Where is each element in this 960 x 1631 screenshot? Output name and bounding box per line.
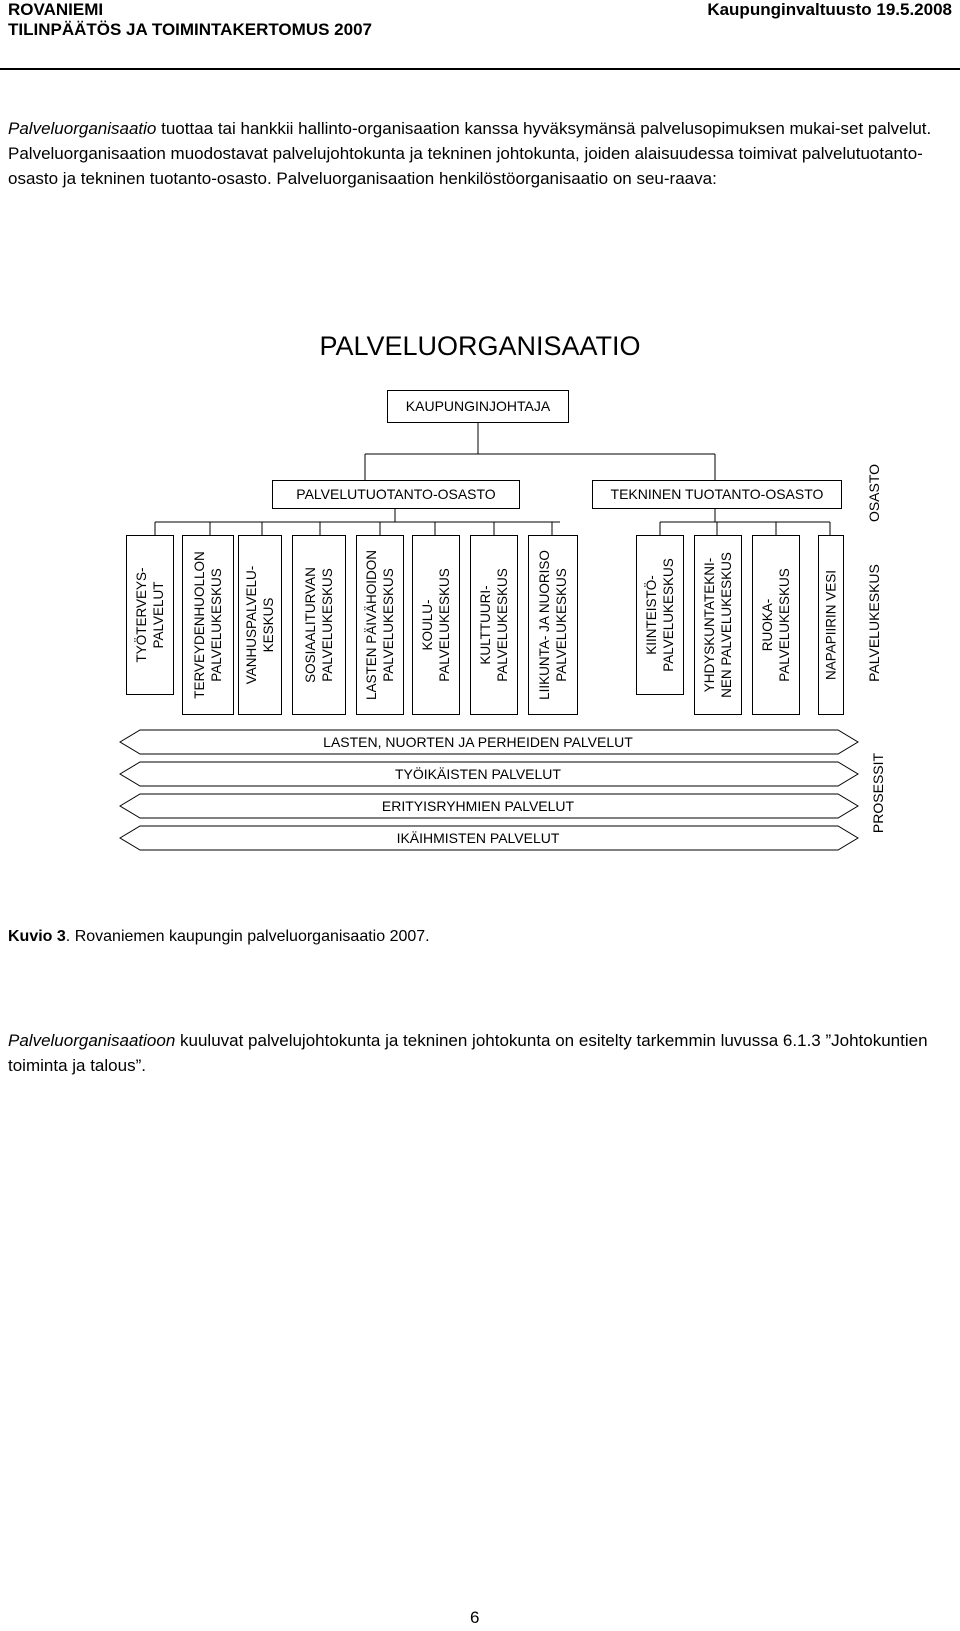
org-chart-title: PALVELUORGANISAATIO (319, 331, 641, 361)
header-organization: ROVANIEMI (8, 0, 104, 19)
outro-text: kuuluvat palvelujohtokunta ja tekninen johtokunta on esitelty tarkemmin luvussa 6.1.3 ”Johtokuntien toiminta ja talous”. (8, 1031, 928, 1075)
service-production-dept-label: PALVELUTUOTANTO-OSASTO (296, 486, 496, 502)
prosessit-label: PROSESSIT (870, 752, 887, 834)
unit-box-water (818, 535, 844, 715)
unit-box-real-estate (636, 535, 684, 695)
unit-box-daycare (356, 535, 404, 715)
unit-box-elderly-services (238, 535, 282, 715)
figure-caption-label: Kuvio 3 (8, 928, 66, 945)
unit-box-occupational-health (126, 535, 174, 695)
unit-label: KULTTUURI- PALVELUKESKUS (478, 568, 510, 682)
unit-box-culture (470, 535, 518, 715)
technical-production-dept-label: TEKNINEN TUOTANTO-OSASTO (610, 486, 824, 502)
unit-label: TERVEYDENHUOLLON PALVELUKESKUS (192, 551, 224, 699)
unit-label: SOSIAALITURVAN PALVELUKESKUS (303, 567, 335, 683)
figure-caption (8, 928, 430, 946)
unit-label: VANHUSPALVELU- KESKUS (244, 565, 276, 685)
unit-box-sports-youth (528, 535, 578, 715)
process-label-1: LASTEN, NUORTEN JA PERHEIDEN PALVELUT (323, 734, 633, 750)
figure-caption-text: . Rovaniemen kaupungin palveluorganisaatio 2007. (65, 928, 430, 945)
unit-box-catering (752, 535, 800, 715)
process-label-3: ERITYISRYHMIEN PALVELUT (381, 798, 575, 814)
unit-label: KOULU- PALVELUKESKUS (420, 568, 452, 682)
unit-label: YHDYSKUNTATEKNI- NEN PALVELUKESKUS (702, 552, 734, 698)
unit-box-school (412, 535, 460, 715)
osasto-label: OSASTO (866, 463, 883, 523)
outro-italic-term: Palveluorganisaatioon (8, 1031, 176, 1050)
unit-label: RUOKA- PALVELUKESKUS (760, 568, 792, 682)
process-label-2: TYÖIKÄISTEN PALVELUT (395, 766, 561, 782)
unit-box-health-care (182, 535, 234, 715)
unit-label: KIINTEISTÖ- PALVELUKESKUS (644, 558, 676, 672)
unit-label: LASTEN PÄIVÄHOIDON PALVELUKESKUS (364, 549, 396, 701)
header-meeting-date: Kaupunginvaltuusto 19.5.2008 (707, 0, 952, 19)
unit-label: NAPAPIIRIN VESI (823, 569, 839, 681)
process-label-4: IKÄIHMISTEN PALVELUT (396, 830, 560, 846)
unit-label: LIIKUNTA- JA NUORISO PALVELUKESKUS (537, 550, 569, 700)
header-document-title: TILINPÄÄTÖS JA TOIMINTAKERTOMUS 2007 (8, 20, 372, 39)
intro-text: tuottaa tai hankkii hallinto-organisaation kanssa hyväksymänsä palvelusopimuksen mukai-set palvelut. Palveluorganisaation muodostavat palvelujohtokunta ja tekninen johtokunta, joiden alaisuudessa toimivat palvelutuotanto-osasto ja tekninen tuotanto-osasto. Palveluorganisaation henkilöstöorganisaatio on seu-raava: (8, 119, 932, 188)
page-number: 6 (470, 1608, 480, 1627)
outro-paragraph (8, 1028, 952, 1078)
intro-italic-term: Palveluorganisaatio (8, 119, 157, 138)
mayor-label: KAUPUNGINJOHTAJA (405, 398, 551, 414)
unit-box-municipal-engineering (694, 535, 742, 715)
unit-box-social-security (292, 535, 346, 715)
unit-label: TYÖTERVEYS- PALVELUT (134, 567, 166, 663)
palvelukeskus-label: PALVELUKESKUS (865, 564, 882, 682)
